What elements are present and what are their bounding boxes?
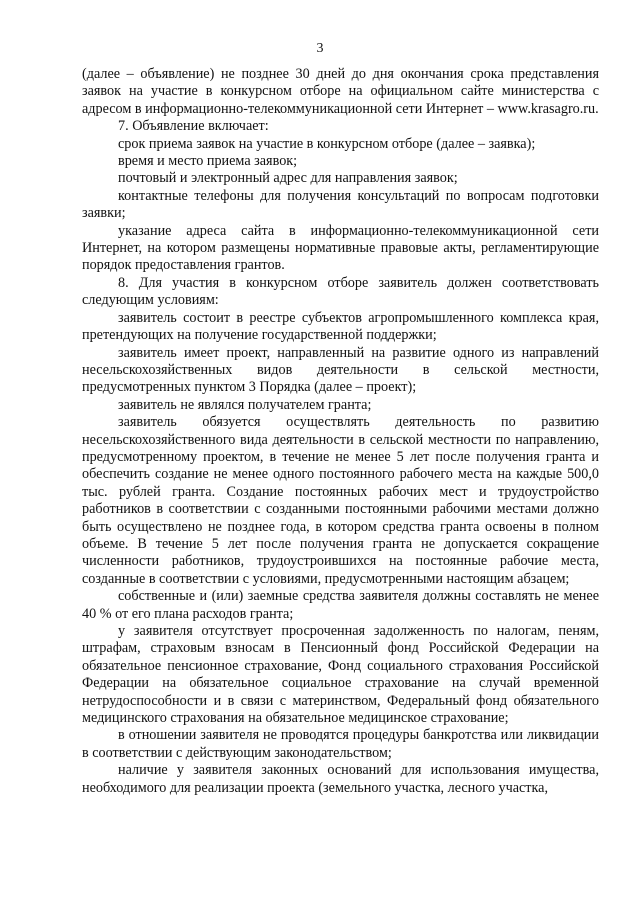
document-body (82, 66, 599, 797)
paragraph-website-address: указание адреса сайта в информационно-телекоммуникационной сети Интернет, на котором размещены нормативные правовые акты, регламентирующие порядок предоставления грантов. (82, 222, 599, 274)
paragraph-condition-no-bankruptcy: в отношении заявителя не проводятся процедуры банкротства или ликвидации в соответствии с действующим законодательством; (82, 727, 599, 761)
paragraph-condition-registry: заявитель состоит в реестре субъектов агропромышленного комплекса края, претендующих на получение государственной поддержки; (82, 309, 599, 344)
paragraph-item-8-heading: 8. Для участия в конкурсном отборе заявитель должен соответствовать следующим условиям: (82, 274, 599, 309)
paragraph-condition-project: заявитель имеет проект, направленный на развитие одного из направлений несельскохозяйственных видов деятельности в сельской местности, предусмотренных пунктом 3 Порядка (далее – проект); (82, 344, 599, 396)
paragraph-condition-not-recipient: заявитель не являлся получателем гранта; (118, 396, 372, 413)
paragraph-item-7-heading: 7. Объявление включает: (118, 118, 269, 135)
paragraph-postal-email-address: почтовый и электронный адрес для направления заявок; (118, 170, 458, 187)
paragraph-condition-obligation: заявитель обязуется осуществлять деятельность по развитию несельскохозяйственного вида деятельности в сельской местности по направлению, предусмотренному проектом, в течение не менее 5 лет после получения гранта и обеспечить создание не менее одного постоянного рабочего места на каждые 500,0 тыс. рублей гранта. Создание постоянных рабочих мест и трудоустройство работников в соответствии с созданными постоянными рабочими местами должно быть осуществлено не позднее года, в котором средства гранта освоены в полном объеме. В течение 5 лет после получения гранта не допускается сокращение численности работников, трудоустроившихся на постоянные рабочие места, созданные в соответствии с условиями, предусмотренными настоящим абзацем; (82, 414, 599, 587)
paragraph-condition-own-funds: собственные и (или) заемные средства заявителя должны составлять не менее 40 % от его плана расходов гранта; (82, 588, 599, 622)
paragraph-contact-phones: контактные телефоны для получения консультаций по вопросам подготовки заявки; (82, 187, 599, 222)
paragraph-application-deadline: срок приема заявок на участие в конкурсном отборе (далее – заявка); (118, 135, 536, 152)
page-number: 3 (316, 41, 324, 56)
paragraph-condition-no-debts: у заявителя отсутствует просроченная задолженность по налогам, пеням, штрафам, страховым взносам в Пенсионный фонд Российской Федерации на обязательное пенсионное страхование, Фонд социального страхования Российской Федерации на обязательное социальное страхование на случай временной нетрудоспособности и в связи с материнством, Федеральный фонд обязательного медицинского страхования на обязательное медицинское страхование; (82, 623, 599, 727)
paragraph-application-time-place: время и место приема заявок; (118, 153, 298, 170)
paragraph-announcement-continuation: (далее – объявление) не позднее 30 дней до дня окончания срока представления заявок на участие в конкурсном отборе на официальном сайте министерства с адресом в информационно-телекоммуникационной сети Интернет – www.krasagro.ru. (82, 66, 599, 117)
paragraph-condition-legal-grounds: наличие у заявителя законных оснований для использования имущества, необходимого для реализации проекта (земельного участка, лесного участка, (82, 762, 599, 796)
